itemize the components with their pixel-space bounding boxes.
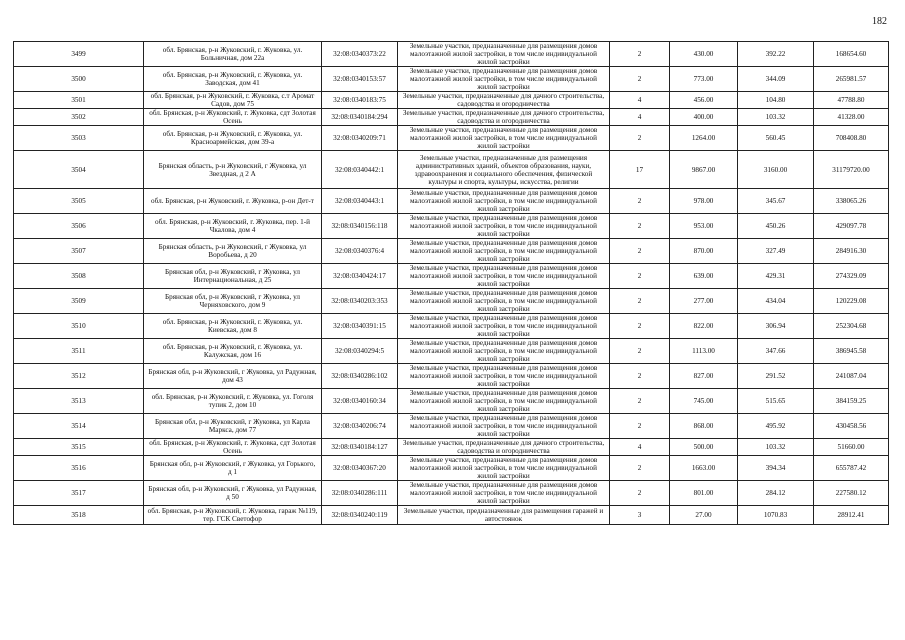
table-row <box>14 414 889 439</box>
group-cell: 4 <box>610 439 670 456</box>
table-row <box>14 506 889 525</box>
table-row <box>14 67 889 92</box>
group-cell: 2 <box>610 456 670 481</box>
specific-value-cell: 284.12 <box>738 481 814 506</box>
table-row <box>14 364 889 389</box>
area-cell: 1663.00 <box>670 456 738 481</box>
row-number: 3506 <box>14 214 144 239</box>
area-cell: 456.00 <box>670 92 738 109</box>
land-use-cell: Земельные участки, предназначенные для размещения домов малоэтажной жилой застройки, в том числе индивидуальной жилой застройки <box>398 67 610 92</box>
cadastral-value-cell: 655787.42 <box>814 456 889 481</box>
group-cell: 2 <box>610 414 670 439</box>
address-cell: обл. Брянская, р-н Жуковский, г. Жуковка, ул. Больничная, дом 22а <box>144 42 322 67</box>
specific-value-cell: 450.26 <box>738 214 814 239</box>
group-cell: 2 <box>610 339 670 364</box>
row-number: 3500 <box>14 67 144 92</box>
cadastral-value-cell: 51660.00 <box>814 439 889 456</box>
row-number: 3513 <box>14 389 144 414</box>
table-row <box>14 264 889 289</box>
area-cell: 773.00 <box>670 67 738 92</box>
specific-value-cell: 560.45 <box>738 126 814 151</box>
area-cell: 1113.00 <box>670 339 738 364</box>
cadastral-number-cell: 32:08:0340294:5 <box>322 339 398 364</box>
address-cell: обл. Брянская, р-н Жуковский, г. Жуковка, пер. 1-й Чкалова, дом 4 <box>144 214 322 239</box>
cadastral-number-cell: 32:08:0340240:119 <box>322 506 398 525</box>
cadastral-value-cell: 338065.26 <box>814 189 889 214</box>
area-cell: 801.00 <box>670 481 738 506</box>
area-cell: 9867.00 <box>670 151 738 189</box>
group-cell: 2 <box>610 126 670 151</box>
land-use-cell: Земельные участки, предназначенные для дачного строительства, садоводства и огородничества <box>398 109 610 126</box>
specific-value-cell: 495.92 <box>738 414 814 439</box>
cadastral-number-cell: 32:08:0340367:20 <box>322 456 398 481</box>
table-row <box>14 439 889 456</box>
row-number: 3508 <box>14 264 144 289</box>
group-cell: 4 <box>610 109 670 126</box>
address-cell: обл. Брянская, р-н Жуковский, г. Жуковка, ул. Красноармейская, дом 39-а <box>144 126 322 151</box>
cadastral-value-cell: 386945.58 <box>814 339 889 364</box>
table-row <box>14 314 889 339</box>
group-cell: 2 <box>610 189 670 214</box>
cadastral-value-cell: 168654.60 <box>814 42 889 67</box>
table-row <box>14 339 889 364</box>
cadastral-value-cell: 47788.80 <box>814 92 889 109</box>
row-number: 3518 <box>14 506 144 525</box>
specific-value-cell: 327.49 <box>738 239 814 264</box>
cadastral-number-cell: 32:08:0340286:111 <box>322 481 398 506</box>
cadastral-value-cell: 274329.09 <box>814 264 889 289</box>
area-cell: 277.00 <box>670 289 738 314</box>
specific-value-cell: 291.52 <box>738 364 814 389</box>
area-cell: 500.00 <box>670 439 738 456</box>
cadastral-value-cell: 429097.78 <box>814 214 889 239</box>
specific-value-cell: 429.31 <box>738 264 814 289</box>
row-number: 3507 <box>14 239 144 264</box>
address-cell: Брянская обл, р-н Жуковский, г Жуковка, ул Горького, д 1 <box>144 456 322 481</box>
cadastral-value-cell: 384159.25 <box>814 389 889 414</box>
address-cell: обл. Брянская, р-н Жуковский, г. Жуковка, сдт Золотая Осень <box>144 439 322 456</box>
table-row <box>14 92 889 109</box>
cadastral-value-cell: 430458.56 <box>814 414 889 439</box>
row-number: 3515 <box>14 439 144 456</box>
land-use-cell: Земельные участки, предназначенные для размещения домов малоэтажной жилой застройки, в том числе индивидуальной жилой застройки <box>398 314 610 339</box>
cadastral-number-cell: 32:08:0340184:127 <box>322 439 398 456</box>
land-use-cell: Земельные участки, предназначенные для дачного строительства, садоводства и огородничества <box>398 92 610 109</box>
area-cell: 430.00 <box>670 42 738 67</box>
group-cell: 3 <box>610 506 670 525</box>
area-cell: 868.00 <box>670 414 738 439</box>
address-cell: Брянская область, р-н Жуковский, г Жуковка, ул Воробьева, д 20 <box>144 239 322 264</box>
group-cell: 2 <box>610 67 670 92</box>
row-number: 3516 <box>14 456 144 481</box>
cadastral-value-table <box>13 41 889 525</box>
land-use-cell: Земельные участки, предназначенные для размещения домов малоэтажной жилой застройки, в том числе индивидуальной жилой застройки <box>398 264 610 289</box>
row-number: 3517 <box>14 481 144 506</box>
table-row <box>14 126 889 151</box>
table-row <box>14 389 889 414</box>
table-row <box>14 481 889 506</box>
address-cell: обл. Брянская, р-н Жуковский, г. Жуковка, с.т Аромат Садов, дом 75 <box>144 92 322 109</box>
cadastral-number-cell: 32:08:0340156:118 <box>322 214 398 239</box>
area-cell: 745.00 <box>670 389 738 414</box>
group-cell: 2 <box>610 389 670 414</box>
row-number: 3510 <box>14 314 144 339</box>
address-cell: обл. Брянская, р-н Жуковский, г. Жуковка, сдт Золотая Осень <box>144 109 322 126</box>
group-cell: 2 <box>610 481 670 506</box>
cadastral-value-cell: 708408.80 <box>814 126 889 151</box>
table-row <box>14 214 889 239</box>
table-row <box>14 239 889 264</box>
group-cell: 2 <box>610 289 670 314</box>
cadastral-number-cell: 32:08:0340153:57 <box>322 67 398 92</box>
area-cell: 870.00 <box>670 239 738 264</box>
row-number: 3511 <box>14 339 144 364</box>
area-cell: 400.00 <box>670 109 738 126</box>
cadastral-value-cell: 28912.41 <box>814 506 889 525</box>
table-body <box>14 42 889 525</box>
group-cell: 2 <box>610 214 670 239</box>
table-row <box>14 189 889 214</box>
area-cell: 978.00 <box>670 189 738 214</box>
cadastral-value-cell: 265981.57 <box>814 67 889 92</box>
cadastral-value-cell: 41328.00 <box>814 109 889 126</box>
address-cell: обл. Брянская, р-н Жуковский, г. Жуковка, гараж №119, тер. ГСК Светофор <box>144 506 322 525</box>
address-cell: Брянская обл, р-н Жуковский, г Жуковка, ул Карла Маркса, дом 77 <box>144 414 322 439</box>
address-cell: Брянская область, р-н Жуковский, г Жуковка, ул Звездная, д 2 А <box>144 151 322 189</box>
land-use-cell: Земельные участки, предназначенные для размещения домов малоэтажной жилой застройки, в том числе индивидуальной жилой застройки <box>398 214 610 239</box>
specific-value-cell: 103.32 <box>738 439 814 456</box>
address-cell: Брянская обл, р-н Жуковский, г Жуковка, ул Радужная, дом 43 <box>144 364 322 389</box>
address-cell: Брянская обл, р-н Жуковский, г Жуковка, ул Радужная, д 50 <box>144 481 322 506</box>
specific-value-cell: 345.67 <box>738 189 814 214</box>
area-cell: 27.00 <box>670 506 738 525</box>
address-cell: обл. Брянская, р-н Жуковский, г. Жуковка, ул. Гоголя тупик 2, дом 10 <box>144 389 322 414</box>
specific-value-cell: 434.04 <box>738 289 814 314</box>
land-use-cell: Земельные участки, предназначенные для размещения домов малоэтажной жилой застройки, в том числе индивидуальной жилой застройки <box>398 414 610 439</box>
land-use-cell: Земельные участки, предназначенные для размещения домов малоэтажной жилой застройки, в том числе индивидуальной жилой застройки <box>398 42 610 67</box>
specific-value-cell: 306.94 <box>738 314 814 339</box>
cadastral-value-cell: 227580.12 <box>814 481 889 506</box>
group-cell: 2 <box>610 264 670 289</box>
cadastral-number-cell: 32:08:0340391:15 <box>322 314 398 339</box>
table-row <box>14 151 889 189</box>
group-cell: 17 <box>610 151 670 189</box>
land-use-cell: Земельные участки, предназначенные для размещения административных зданий, объектов образования, науки, здравоохранения и социального обеспечения, физической культуры и спорта, культуры, искусства, религии <box>398 151 610 189</box>
land-use-cell: Земельные участки, предназначенные для размещения домов малоэтажной жилой застройки, в том числе индивидуальной жилой застройки <box>398 289 610 314</box>
address-cell: обл. Брянская, р-н Жуковский, г. Жуковка, р-он Дет-т <box>144 189 322 214</box>
specific-value-cell: 392.22 <box>738 42 814 67</box>
land-use-cell: Земельные участки, предназначенные для размещения домов малоэтажной жилой застройки, в том числе индивидуальной жилой застройки <box>398 239 610 264</box>
group-cell: 4 <box>610 92 670 109</box>
land-use-cell: Земельные участки, предназначенные для размещения домов малоэтажной жилой застройки, в том числе индивидуальной жилой застройки <box>398 126 610 151</box>
cadastral-value-cell: 252304.68 <box>814 314 889 339</box>
specific-value-cell: 3160.00 <box>738 151 814 189</box>
address-cell: обл. Брянская, р-н Жуковский, г. Жуковка, ул. Киевская, дом 8 <box>144 314 322 339</box>
table-row <box>14 289 889 314</box>
address-cell: Брянская обл, р-н Жуковский, г Жуковка, ул Интернациональная, д 25 <box>144 264 322 289</box>
group-cell: 2 <box>610 42 670 67</box>
cadastral-number-cell: 32:08:0340203:353 <box>322 289 398 314</box>
land-use-cell: Земельные участки, предназначенные для размещения домов малоэтажной жилой застройки, в том числе индивидуальной жилой застройки <box>398 189 610 214</box>
page-number: 182 <box>872 16 887 27</box>
address-cell: Брянская обл, р-н Жуковский, г Жуковка, ул Черняховского, дом 9 <box>144 289 322 314</box>
cadastral-number-cell: 32:08:0340160:34 <box>322 389 398 414</box>
row-number: 3502 <box>14 109 144 126</box>
land-use-cell: Земельные участки, предназначенные для дачного строительства, садоводства и огородничества <box>398 439 610 456</box>
cadastral-number-cell: 32:08:0340183:75 <box>322 92 398 109</box>
cadastral-number-cell: 32:08:0340286:102 <box>322 364 398 389</box>
specific-value-cell: 103.32 <box>738 109 814 126</box>
specific-value-cell: 347.66 <box>738 339 814 364</box>
cadastral-value-cell: 284916.30 <box>814 239 889 264</box>
cadastral-number-cell: 32:08:0340376:4 <box>322 239 398 264</box>
group-cell: 2 <box>610 239 670 264</box>
cadastral-value-cell: 31179720.00 <box>814 151 889 189</box>
cadastral-value-cell: 120229.08 <box>814 289 889 314</box>
row-number: 3509 <box>14 289 144 314</box>
row-number: 3505 <box>14 189 144 214</box>
cadastral-number-cell: 32:08:0340424:17 <box>322 264 398 289</box>
table-row <box>14 109 889 126</box>
table-row <box>14 42 889 67</box>
cadastral-number-cell: 32:08:0340373:22 <box>322 42 398 67</box>
group-cell: 2 <box>610 364 670 389</box>
cadastral-value-cell: 241087.04 <box>814 364 889 389</box>
area-cell: 827.00 <box>670 364 738 389</box>
address-cell: обл. Брянская, р-н Жуковский, г. Жуковка, ул. Заводская, дом 41 <box>144 67 322 92</box>
specific-value-cell: 104.80 <box>738 92 814 109</box>
group-cell: 2 <box>610 314 670 339</box>
area-cell: 822.00 <box>670 314 738 339</box>
row-number: 3499 <box>14 42 144 67</box>
table-row <box>14 456 889 481</box>
cadastral-number-cell: 32:08:0340443:1 <box>322 189 398 214</box>
cadastral-number-cell: 32:08:0340209:71 <box>322 126 398 151</box>
row-number: 3512 <box>14 364 144 389</box>
specific-value-cell: 1070.83 <box>738 506 814 525</box>
specific-value-cell: 394.34 <box>738 456 814 481</box>
row-number: 3514 <box>14 414 144 439</box>
area-cell: 639.00 <box>670 264 738 289</box>
land-use-cell: Земельные участки, предназначенные для размещения гаражей и автостоянок <box>398 506 610 525</box>
row-number: 3503 <box>14 126 144 151</box>
cadastral-number-cell: 32:08:0340206:74 <box>322 414 398 439</box>
specific-value-cell: 344.09 <box>738 67 814 92</box>
specific-value-cell: 515.65 <box>738 389 814 414</box>
land-use-cell: Земельные участки, предназначенные для размещения домов малоэтажной жилой застройки, в том числе индивидуальной жилой застройки <box>398 364 610 389</box>
cadastral-number-cell: 32:08:0340184:294 <box>322 109 398 126</box>
row-number: 3504 <box>14 151 144 189</box>
land-use-cell: Земельные участки, предназначенные для размещения домов малоэтажной жилой застройки, в том числе индивидуальной жилой застройки <box>398 389 610 414</box>
land-use-cell: Земельные участки, предназначенные для размещения домов малоэтажной жилой застройки, в том числе индивидуальной жилой застройки <box>398 456 610 481</box>
land-use-cell: Земельные участки, предназначенные для размещения домов малоэтажной жилой застройки, в том числе индивидуальной жилой застройки <box>398 339 610 364</box>
address-cell: обл. Брянская, р-н Жуковский, г. Жуковка, ул. Калужская, дом 16 <box>144 339 322 364</box>
land-use-cell: Земельные участки, предназначенные для размещения домов малоэтажной жилой застройки, в том числе индивидуальной жилой застройки <box>398 481 610 506</box>
area-cell: 953.00 <box>670 214 738 239</box>
cadastral-number-cell: 32:08:0340442:1 <box>322 151 398 189</box>
area-cell: 1264.00 <box>670 126 738 151</box>
row-number: 3501 <box>14 92 144 109</box>
